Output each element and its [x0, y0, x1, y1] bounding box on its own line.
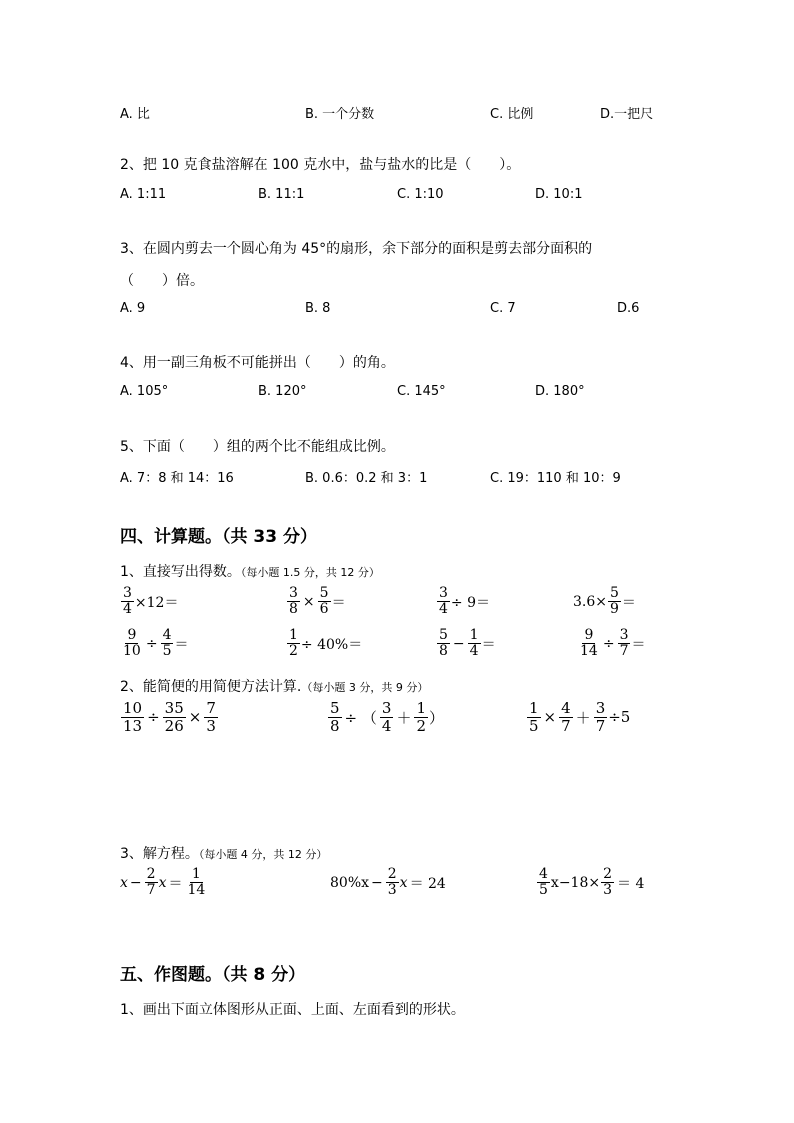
- q3-text-line1: 3、在圆内剪去一个圆心角为 45°的扇形，余下部分的面积是剪去部分面积的: [120, 241, 593, 257]
- q2-option-b: B. 11:1: [258, 187, 305, 202]
- expr-c1: $\frac{10}{13}$ ÷ $\frac{35}{26}$ × $\frac{7}{3}$: [123, 699, 216, 735]
- q1-option-b: B. 一个分数: [305, 107, 375, 122]
- calc-part2-heading: [120, 676, 428, 696]
- calc-part3-heading: [120, 843, 327, 863]
- q5-option-a: A. 7：8 和 14：16: [120, 471, 234, 486]
- q4-option-d: D. 180°: [535, 384, 585, 399]
- drawing-part1-text: 1、画出下面立体图形从正面、上面、左面看到的形状。: [120, 1002, 465, 1018]
- q1-option-c: C. 比例: [490, 107, 534, 122]
- q2-text: 2、把 10 克食盐溶解在 100 克水中，盐与盐水的比是（ ）。: [120, 157, 521, 173]
- expr-a2: $\frac{3}{8}$ × $\frac{5}{6}$ ＝: [289, 585, 346, 618]
- q4-option-b: B. 120°: [258, 384, 307, 399]
- expr-c3: $\frac{1}{5}$ × $\frac{4}{7}$ ＋ $\frac{3}{7}$ ÷5: [529, 699, 631, 735]
- expr-c2: $\frac{5}{8}$ ÷ （ $\frac{3}{4}$ ＋ $\frac{1}{2}$ ）: [330, 699, 445, 735]
- calc-part2-note: （每小题 3 分，共 9 分）: [301, 681, 429, 694]
- calc-part3-label: 3、解方程。: [120, 846, 199, 862]
- expr-b3: $\frac{5}{8}$ − $\frac{1}{4}$ ＝: [439, 627, 496, 660]
- calc-part3-note: （每小题 4 分，共 12 分）: [198, 848, 328, 861]
- expr-b2: $\frac{1}{2}$ ÷ 40%＝: [289, 627, 363, 660]
- expr-b4: $\frac{9}{14}$ ÷ $\frac{3}{7}$ ＝: [580, 627, 646, 660]
- equation-1: x − $\frac{2}{7}$ x ＝ $\frac{1}{14}$: [120, 866, 206, 899]
- q5-text: 5、下面（ ）组的两个比不能组成比例。: [120, 439, 395, 455]
- q5-option-c: C. 19：110 和 10：9: [490, 471, 621, 486]
- q3-option-b: B. 8: [305, 301, 331, 316]
- q2-option-a: A. 1:11: [120, 187, 167, 202]
- expr-a3: $\frac{3}{4}$ ÷ 9＝: [439, 585, 491, 618]
- calc-part1-heading: [120, 561, 380, 581]
- calc-part2-label: 2、能简便的用简便方法计算.: [120, 679, 302, 695]
- q2-option-c: C. 1:10: [397, 187, 444, 202]
- q1-option-d: D.一把尺: [600, 107, 654, 122]
- q3-option-a: A. 9: [120, 301, 146, 316]
- expr-b1: $\frac{9}{10}$ ÷ $\frac{4}{5}$ ＝: [123, 627, 189, 660]
- q4-option-a: A. 105°: [120, 384, 169, 399]
- q3-text-line2: （ ）倍。: [120, 273, 204, 289]
- equation-2: 80%x − $\frac{2}{3}$ x ＝ 24: [330, 866, 446, 899]
- section-5-title: 五、作图题。（共 8 分）: [120, 965, 306, 985]
- calc-part1-note: （每小题 1.5 分，共 12 分）: [240, 566, 380, 579]
- q4-option-c: C. 145°: [397, 384, 446, 399]
- calc-part1-label: 1、直接写出得数。: [120, 564, 241, 580]
- q2-option-d: D. 10:1: [535, 187, 583, 202]
- q3-option-c: C. 7: [490, 301, 516, 316]
- q4-text: 4、用一副三角板不可能拼出（ ）的角。: [120, 355, 395, 371]
- q5-option-b: B. 0.6：0.2 和 3：1: [305, 471, 428, 486]
- expr-a4: 3.6× $\frac{5}{9}$ ＝: [573, 585, 636, 618]
- equation-3: $\frac{4}{5}$ x−18× $\frac{2}{3}$ ＝ 4: [539, 866, 645, 899]
- q1-option-a: A. 比: [120, 107, 150, 122]
- expr-a1: $\frac{3}{4}$ ×12＝: [123, 585, 179, 618]
- q3-option-d: D.6: [617, 301, 640, 316]
- section-4-title: 四、计算题。（共 33 分）: [120, 527, 317, 547]
